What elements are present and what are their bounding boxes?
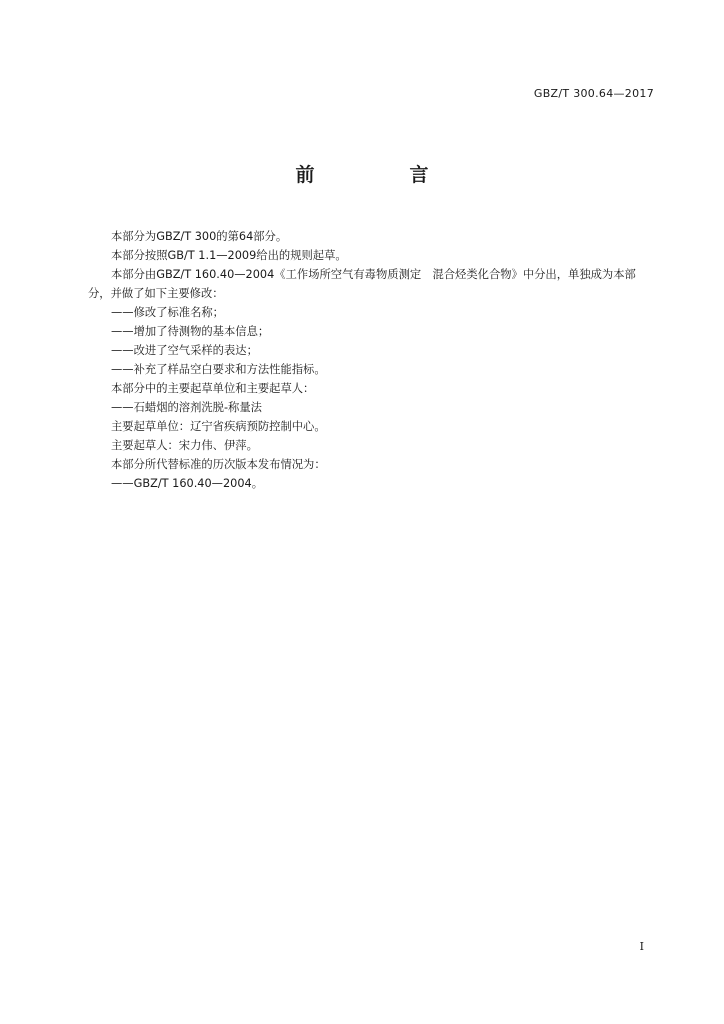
list-item: ——改进了空气采样的表达； bbox=[111, 344, 258, 357]
list-item: ——增加了待测物的基本信息； bbox=[111, 325, 270, 338]
paragraph: 本部分由GBZ/T 160.40—2004《工作场所空气有毒物质测定 混合烃类化合物》中分出，单独成为本部分，并做了如下主要修改： bbox=[88, 268, 636, 300]
paragraph: 本部分中的主要起草单位和主要起草人： bbox=[111, 382, 315, 395]
list-item: ——修改了标准名称； bbox=[111, 306, 224, 319]
paragraph: 本部分为GBZ/T 300的第64部分。 bbox=[111, 230, 288, 243]
list-item: ——GBZ/T 160.40—2004。 bbox=[111, 477, 264, 490]
page-title: 前 言 bbox=[295, 164, 467, 186]
paragraph: 主要起草人：宋力伟、伊萍。 bbox=[111, 439, 258, 452]
page-number: I bbox=[639, 940, 644, 953]
list-item: ——石蜡烟的溶剂洗脱-称量法 bbox=[111, 401, 262, 414]
standard-code-header: GBZ/T 300.64—2017 bbox=[533, 87, 654, 100]
paragraph: 本部分所代替标准的历次版本发布情况为： bbox=[111, 458, 326, 471]
paragraph: 主要起草单位：辽宁省疾病预防控制中心。 bbox=[111, 420, 326, 433]
list-item: ——补充了样品空白要求和方法性能指标。 bbox=[111, 363, 326, 376]
paragraph: 本部分按照GB/T 1.1—2009给出的规则起草。 bbox=[111, 249, 347, 262]
foreword-body bbox=[88, 227, 656, 493]
